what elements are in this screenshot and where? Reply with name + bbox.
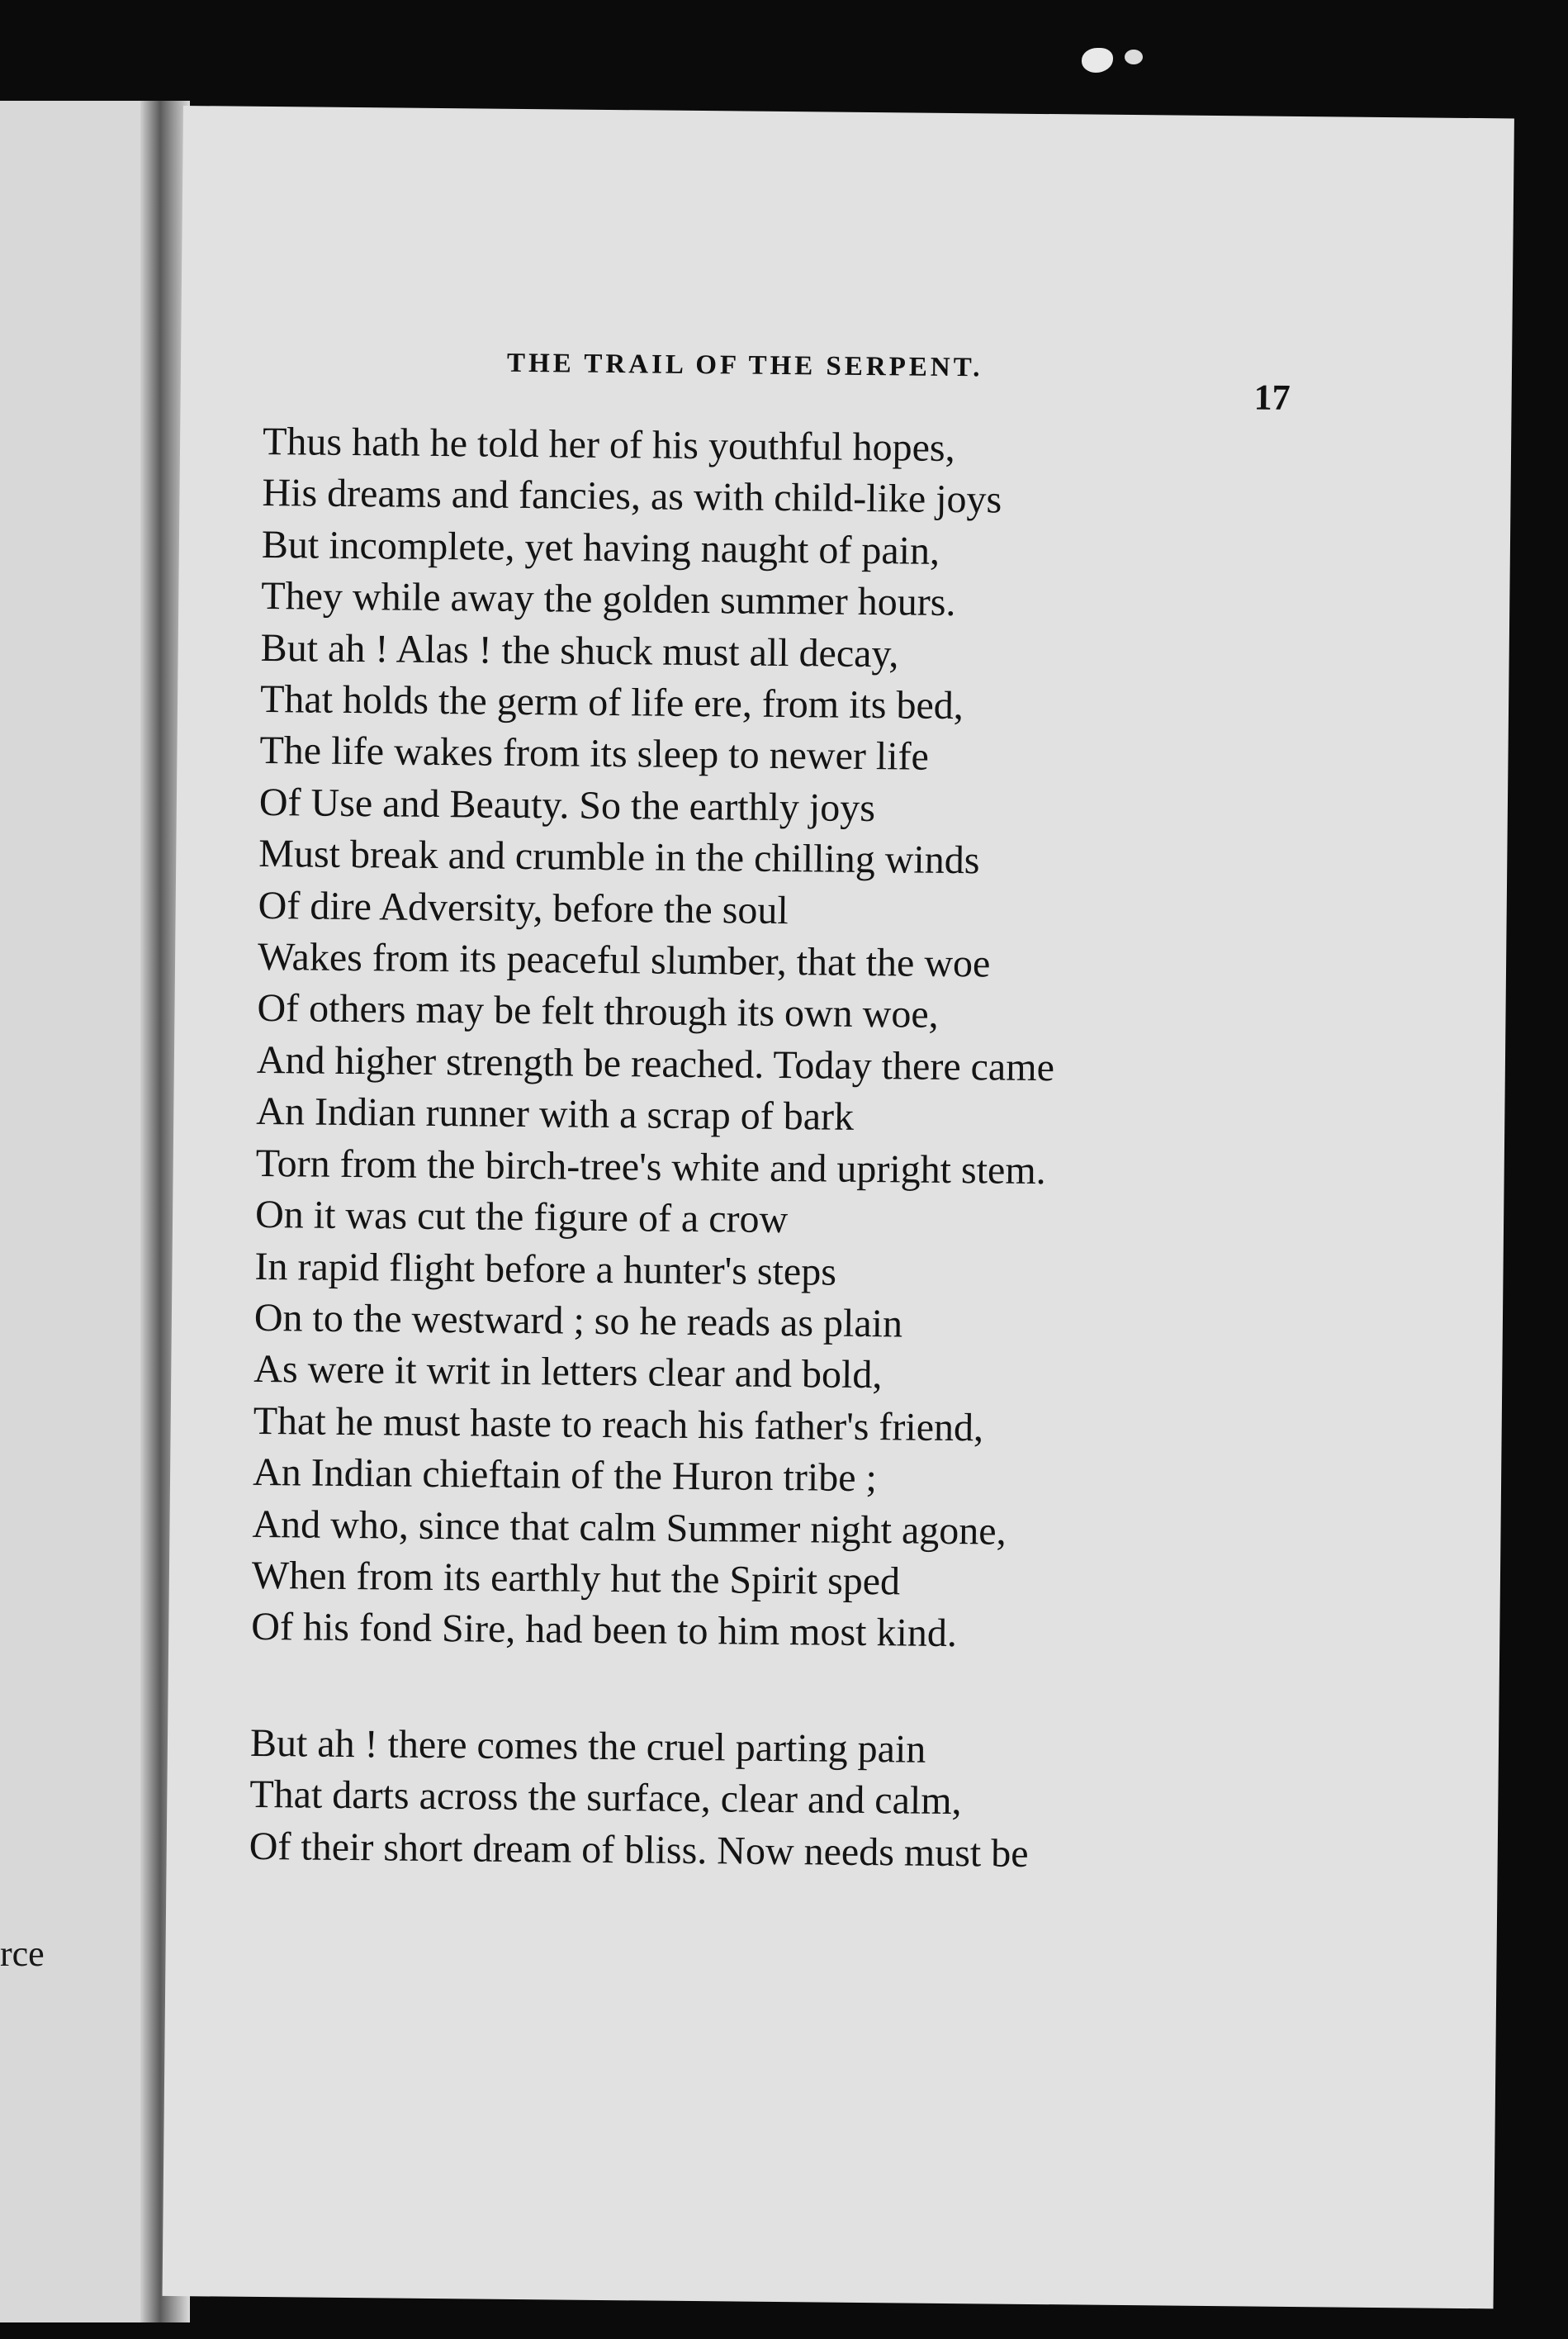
poem-line: His dreams and fancies, as with child-like joys [262, 471, 1002, 522]
poem-line: In rapid flight before a hunter's steps [254, 1244, 837, 1294]
poem-line: Of Use and Beauty. So the earthly joys [258, 780, 876, 830]
poem-line: But incomplete, yet having naught of pain, [261, 522, 940, 573]
poem-line: That holds the germ of life ere, from its bed, [259, 676, 964, 728]
poem-line: Wakes from its peaceful slumber, that the woe [257, 934, 991, 986]
poem-line: Of dire Adversity, before the soul [258, 883, 789, 932]
poem-line: On to the westward ; so he reads as plain [253, 1295, 903, 1346]
stanza-2 [249, 1718, 1048, 1880]
poem-line: That he must haste to reach his father's friend, [253, 1398, 984, 1450]
poem-line: The life wakes from its sleep to newer life [259, 728, 930, 780]
poem-line: When from its earthly hut the Spirit sped [251, 1553, 901, 1604]
ink-speck-icon [1125, 50, 1143, 64]
ink-blot-icon [1082, 48, 1113, 73]
poem [249, 416, 1060, 1880]
page-number: 17 [1253, 377, 1291, 418]
poem-line: And who, since that calm Summer night agone, [252, 1502, 1007, 1554]
poem-line: Of his fond Sire, had been to him most kind. [251, 1605, 958, 1656]
book-page [163, 106, 1514, 2308]
poem-line: And higher strength be reached. Today there came [256, 1037, 1055, 1090]
poem-line: An Indian runner with a scrap of bark [256, 1089, 855, 1140]
poem-line: Of others may be felt through its own woe, [257, 986, 939, 1037]
poem-line: On it was cut the figure of a crow [254, 1192, 789, 1242]
facing-page-fragment: rce [0, 1933, 45, 1974]
poem-line: Of their short dream of bliss. Now needs must be [249, 1824, 1029, 1876]
running-head: THE TRAIL OF THE SERPENT. [506, 348, 983, 383]
poem-line: That darts across the surface, clear and calm, [249, 1772, 962, 1824]
poem-line: But ah ! Alas ! the shuck must all decay, [260, 625, 899, 676]
poem-line: Torn from the birch-tree's white and upright stem. [255, 1141, 1046, 1193]
poem-line: But ah ! there comes the cruel parting pain [249, 1720, 926, 1772]
poem-line: An Indian chieftain of the Huron tribe ; [252, 1450, 878, 1501]
poem-line: Must break and crumble in the chilling winds [258, 832, 980, 883]
poem-line: As were it writ in letters clear and bold, [253, 1347, 883, 1397]
poem-line: Thus hath he told her of his youthful hopes, [262, 419, 955, 470]
poem-line: They while away the golden summer hours. [261, 574, 956, 625]
stanza-1 [251, 416, 1060, 1661]
